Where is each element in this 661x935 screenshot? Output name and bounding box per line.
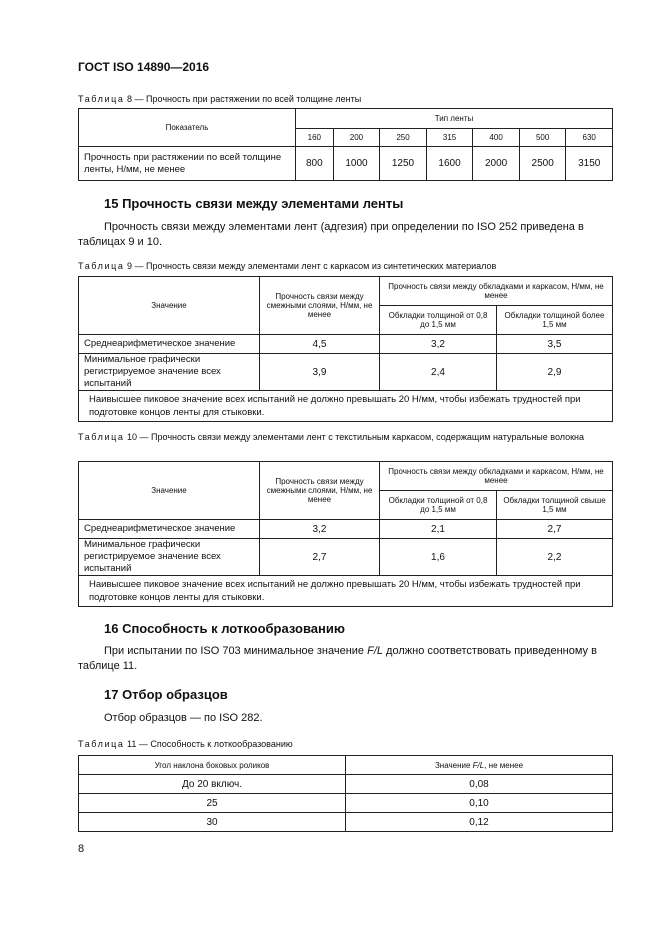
table11-header-angle: Угол наклона боковых роликов bbox=[79, 756, 346, 775]
table8-caption bbox=[78, 93, 361, 105]
table8-caption-text: — Прочность при растяжении по всей толщине ленты bbox=[134, 94, 362, 104]
table9-row-label: Минимальное графически регистрируемое значение всех испытаний bbox=[79, 354, 260, 391]
table10-caption-text: — Прочность связи между элементами лент с текстильным каркасом, содержащим натуральные волокна bbox=[139, 432, 585, 442]
table11-header-value-part: , не менее bbox=[484, 760, 524, 770]
table10-value-cell: 2,7 bbox=[260, 539, 380, 576]
table11-header-value bbox=[346, 756, 613, 775]
section16-text bbox=[78, 644, 613, 674]
table8-header-type: Тип ленты bbox=[296, 109, 613, 129]
section16-title: 16 Способность к лоткообразованию bbox=[104, 621, 345, 636]
table11-angle-cell: 30 bbox=[79, 813, 346, 832]
table10-caption-num: 10 bbox=[127, 432, 138, 442]
table9-caption-prefix: Таблица bbox=[78, 261, 125, 271]
table11-angle-cell: 25 bbox=[79, 794, 346, 813]
table10-caption-prefix: Таблица bbox=[78, 432, 125, 442]
table10-note: Наивысшее пиковое значение всех испытаний не должно превышать 20 Н/мм, чтобы избежать трудностей при подготовке концов ленты для стыковки. bbox=[79, 576, 613, 607]
table11-value-cell: 0,12 bbox=[346, 813, 613, 832]
page-number: 8 bbox=[78, 843, 85, 855]
table8-value-cell: 2500 bbox=[519, 147, 566, 181]
table10-subheader-2: Обкладки толщиной свыше 1,5 мм bbox=[497, 491, 613, 520]
table9-subheader-2: Обкладки толщиной более 1,5 мм bbox=[497, 306, 613, 335]
table8-type-cell: 315 bbox=[426, 129, 473, 147]
table9-caption-num: 9 bbox=[127, 261, 133, 271]
table11-header-value-italic: F/L bbox=[472, 760, 485, 770]
table8-caption-prefix: Таблица bbox=[78, 94, 125, 104]
section17-text: Отбор образцов — по ISO 282. bbox=[104, 712, 263, 724]
table10-row-label: Среднеарифметическое значение bbox=[79, 520, 260, 539]
table8-type-cell: 630 bbox=[566, 129, 613, 147]
table9-row-label: Среднеарифметическое значение bbox=[79, 335, 260, 354]
table9-caption-text: — Прочность связи между элементами лент с каркасом из синтетических материалов bbox=[134, 261, 497, 271]
table11-value-cell: 0,08 bbox=[346, 775, 613, 794]
table10-subheader-1: Обкладки толщиной от 0,8 до 1,5 мм bbox=[380, 491, 497, 520]
section17-title: 17 Отбор образцов bbox=[104, 687, 228, 702]
table8-caption-num: 8 bbox=[127, 94, 133, 104]
table8-row-label: Прочность при растяжении по всей толщине ленты, Н/мм, не менее bbox=[79, 147, 296, 181]
table10-header-adjacent: Прочность связи между смежными слоями, Н/мм, не менее bbox=[260, 462, 380, 520]
section16-text-part: должно соответствовать приведенному в таблице 11. bbox=[78, 645, 597, 672]
table10-header-covers: Прочность связи между обкладками и каркасом, Н/мм, не менее bbox=[380, 462, 613, 491]
table9-value-cell: 2,9 bbox=[497, 354, 613, 391]
table8-type-cell: 200 bbox=[333, 129, 380, 147]
table11-caption bbox=[78, 738, 293, 750]
table10-value-cell: 2,7 bbox=[497, 520, 613, 539]
table8-header-indicator: Показатель bbox=[79, 109, 296, 147]
table8-type-cell: 500 bbox=[519, 129, 566, 147]
table9-value-cell: 3,2 bbox=[380, 335, 497, 354]
table8-value-cell: 1000 bbox=[333, 147, 380, 181]
table-10 bbox=[78, 461, 613, 607]
table8-value-cell: 3150 bbox=[566, 147, 613, 181]
table9-value-cell: 3,5 bbox=[497, 335, 613, 354]
table10-row-label: Минимальное графически регистрируемое значение всех испытаний bbox=[79, 539, 260, 576]
table9-value-cell: 2,4 bbox=[380, 354, 497, 391]
table11-value-cell: 0,10 bbox=[346, 794, 613, 813]
table8-type-cell: 160 bbox=[296, 129, 334, 147]
table9-value-cell: 4,5 bbox=[260, 335, 380, 354]
table10-value-cell: 2,1 bbox=[380, 520, 497, 539]
table10-value-cell: 1,6 bbox=[380, 539, 497, 576]
table8-value-cell: 2000 bbox=[473, 147, 520, 181]
table9-header-adjacent: Прочность связи между смежными слоями, Н/мм, не менее bbox=[260, 277, 380, 335]
table8-value-cell: 1600 bbox=[426, 147, 473, 181]
table10-caption bbox=[78, 431, 613, 443]
table9-subheader-1: Обкладки толщиной от 0,8 до 1,5 мм bbox=[380, 306, 497, 335]
table-11 bbox=[78, 755, 613, 832]
table11-caption-num: 11 bbox=[127, 739, 137, 749]
table-9 bbox=[78, 276, 613, 422]
table11-caption-text: — Способность к лоткообразованию bbox=[138, 739, 293, 749]
table10-value-cell: 3,2 bbox=[260, 520, 380, 539]
table9-header-covers: Прочность связи между обкладками и каркасом, Н/мм, не менее bbox=[380, 277, 613, 306]
section15-text: Прочность связи между элементами лент (адгезия) при определении по ISO 252 приведена в таблицах 9 и 10. bbox=[78, 221, 584, 248]
section16-text-italic: F/L bbox=[367, 645, 383, 657]
table8-type-cell: 250 bbox=[380, 129, 427, 147]
table11-caption-prefix: Таблица bbox=[78, 739, 125, 749]
table9-note: Наивысшее пиковое значение всех испытаний не должно превышать 20 Н/мм, чтобы избежать трудностей при подготовке концов ленты для стыковки. bbox=[79, 391, 613, 422]
section16-text-part: При испытании по ISO 703 минимальное значение bbox=[104, 645, 368, 657]
table9-value-cell: 3,9 bbox=[260, 354, 380, 391]
table8-value-cell: 800 bbox=[296, 147, 334, 181]
table8-value-cell: 1250 bbox=[380, 147, 427, 181]
table11-angle-cell: До 20 включ. bbox=[79, 775, 346, 794]
table-8 bbox=[78, 108, 613, 181]
table11-header-value-part: Значение bbox=[434, 760, 473, 770]
table10-value-cell: 2,2 bbox=[497, 539, 613, 576]
table9-header-value: Значение bbox=[79, 277, 260, 335]
table8-type-cell: 400 bbox=[473, 129, 520, 147]
table10-header-value: Значение bbox=[79, 462, 260, 520]
document-header: ГОСТ ISO 14890—2016 bbox=[78, 60, 210, 74]
section15-title: 15 Прочность связи между элементами ленты bbox=[104, 196, 404, 211]
table9-caption bbox=[78, 260, 496, 272]
